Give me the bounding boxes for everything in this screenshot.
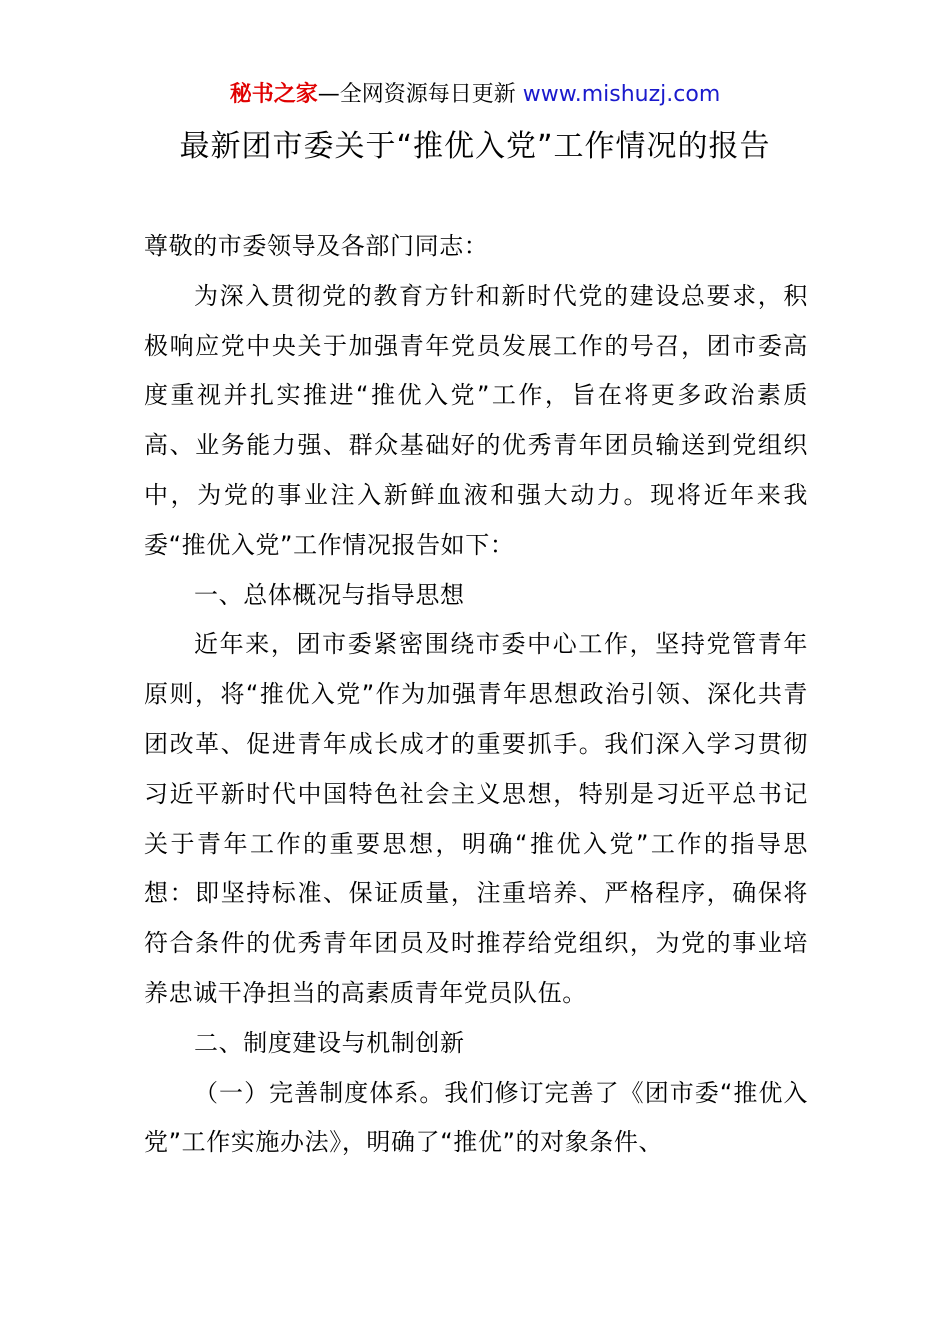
section-heading-2: 二、制度建设与机制创新	[194, 1028, 465, 1057]
site-header	[0, 78, 950, 112]
site-url: www.mishuzj.com	[522, 82, 721, 107]
header-slogan: —全网资源每日更新	[317, 82, 523, 107]
brand-name: 秘书之家	[229, 82, 318, 107]
section-heading-1: 一、总体概况与指导思想	[194, 580, 465, 609]
document-body	[144, 222, 808, 1168]
salutation: 尊敬的市委领导及各部门同志：	[144, 232, 489, 260]
paragraph-intro: 为深入贯彻党的教育方针和新时代党的建设总要求，积极响应党中央关于加强青年党员发展工作的号召，团市委高度重视并扎实推进“推优入党”工作，旨在将更多政治素质高、业务能力强、群众基础好的优秀青年团员输送到党组织中，为党的事业注入新鲜血液和强大动力。现将近年来我委“推优入党”工作情况报告如下：	[144, 281, 808, 559]
document-title: 最新团市委关于“推优入党”工作情况的报告	[179, 129, 771, 164]
paragraph-system: （一）完善制度体系。我们修订完善了《团市委“推优入党”工作实施办法》，明确了“推优”的对象条件、	[144, 1078, 808, 1157]
paragraph-overview: 近年来，团市委紧密围绕市委中心工作，坚持党管青年原则，将“推优入党”作为加强青年思想政治引领、深化共青团改革、促进青年成长成才的重要抓手。我们深入学习贯彻习近平新时代中国特色社会主义思想，特别是习近平总书记关于青年工作的重要思想，明确“推优入党”工作的指导思想：即坚持标准、保证质量，注重培养、严格程序，确保将符合条件的优秀青年团员及时推荐给党组织，为党的事业培养忠诚干净担当的高素质青年党员队伍。	[144, 630, 808, 1007]
